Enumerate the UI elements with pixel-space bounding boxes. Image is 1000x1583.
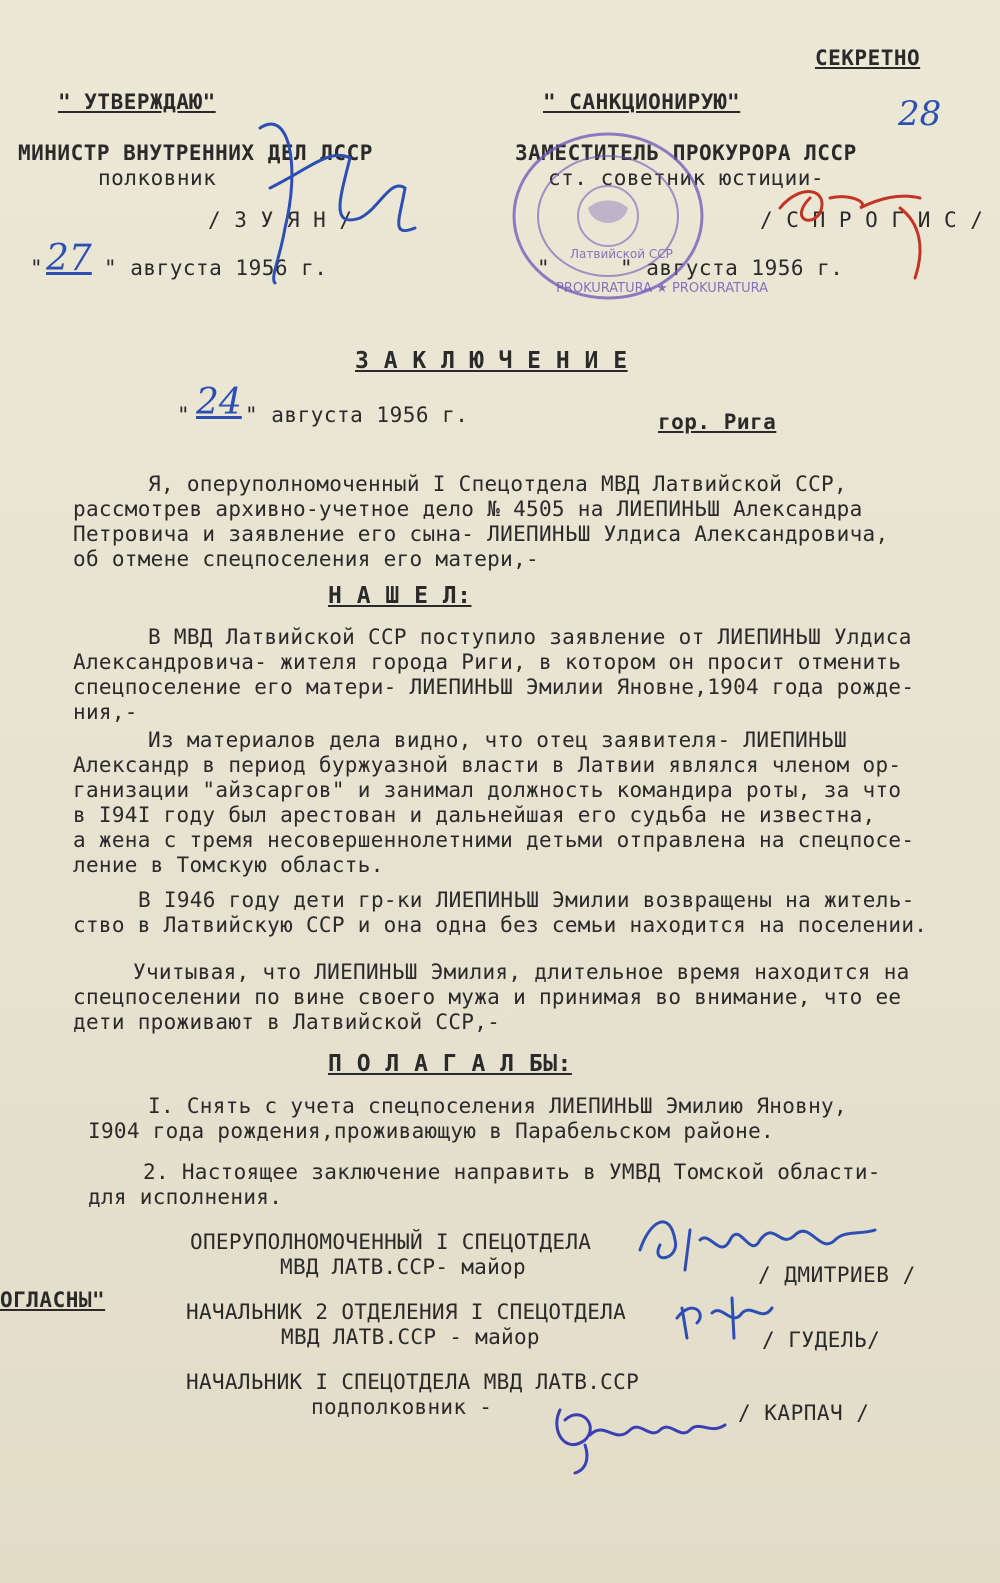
intro-line: рассмотрев архивно-учетное дело № 4505 на ЛИЕПИНЬШ Александра	[73, 497, 863, 521]
date-open-quote: "	[177, 403, 191, 427]
found-paragraph-4	[73, 960, 910, 1035]
found-line: в I94I году был арестован и дальнейшая его судьба не известна,	[73, 803, 876, 827]
sanction-position: ЗАМЕСТИТЕЛЬ ПРОКУРОРА ЛССР	[515, 141, 857, 165]
decision-heading: П О Л А Г А Л БЫ:	[328, 1051, 572, 1077]
found-paragraph-3	[73, 888, 927, 938]
signature-name-gudel: / ГУДЕЛЬ/	[762, 1328, 881, 1352]
decision-line: I. Снять с учета спецпоселения ЛИЕПИНЬШ Эмилию Яновну,	[148, 1094, 847, 1118]
stamp-outer-text: PROKURATŪRA ★ PROKURATURA	[556, 281, 768, 296]
found-line: спецпоселение его матери- ЛИЕПИНЬШ Эмилии Яновне,1904 года рожде-	[73, 675, 915, 699]
signature-rank: подполковник -	[311, 1395, 493, 1419]
approve-rank: полковник	[98, 166, 217, 190]
document-title: З А К Л Ю Ч Е Н И Е	[355, 348, 628, 374]
approve-title: " УТВЕРЖДАЮ"	[58, 90, 216, 114]
found-line: ство в Латвийскую ССР и она одна без семьи находится на поселении.	[73, 913, 928, 937]
found-line: а жена с тремя несовершеннолетними детьми отправлена на спецпосе-	[73, 828, 915, 852]
decision-line: 2. Настоящее заключение направить в УМВД Томской области-	[143, 1160, 881, 1184]
agreed-label: ОГЛАСНЫ"	[0, 1288, 106, 1312]
signature-name-dmitriev: / ДМИТРИЕВ /	[758, 1263, 916, 1287]
date-day: 24	[196, 382, 242, 423]
karpach-signature	[545, 1385, 735, 1475]
found-line: Александровича- жителя города Риги, в котором он просит отменить	[73, 650, 902, 674]
intro-line: Петровича и заявление его сына- ЛИЕПИНЬШ Улдиса Александровича,	[73, 522, 889, 546]
signature-title: НАЧАЛЬНИК I СПЕЦОТДЕЛА МВД ЛАТВ.ССР	[186, 1370, 640, 1394]
minister-signature	[230, 108, 430, 288]
found-line: Из материалов дела видно, что отец заявителя- ЛИЕПИНЬШ	[148, 728, 847, 752]
approve-position: МИНИСТР ВНУТРЕННИХ ДЕЛ ЛССР	[18, 141, 373, 165]
date-text: " августа 1956 г.	[245, 403, 469, 427]
signature-block-2	[186, 1300, 626, 1350]
found-line: В МВД Латвийской ССР поступило заявление от ЛИЕПИНЬШ Улдиса	[148, 625, 912, 649]
dmitriev-signature	[630, 1200, 890, 1280]
approve-date-day: 27	[46, 238, 92, 279]
decision-item-1	[88, 1094, 847, 1144]
found-line: дети проживают в Латвийской ССР,-	[73, 1010, 501, 1034]
found-line: спецпоселении по вине своего мужа и принимая во внимание, что ее	[73, 985, 902, 1009]
decision-line: I904 года рождения,проживающую в Парабельском районе.	[88, 1119, 774, 1143]
found-line: В I946 году дети гр-ки ЛИЕПИНЬШ Эмилии возвращены на житель-	[138, 888, 915, 912]
signature-rank: МВД ЛАТВ.ССР- майор	[280, 1255, 526, 1279]
signature-rank: МВД ЛАТВ.ССР - майор	[281, 1325, 540, 1349]
signature-block-1	[190, 1230, 591, 1280]
sanction-title: " САНКЦИОНИРУЮ"	[543, 90, 741, 114]
sanction-name: / С П Р О Г И С /	[760, 208, 984, 232]
sanction-rank: ст. советник юстиции-	[548, 166, 825, 190]
signature-title: ОПЕРУПОЛНОМОЧЕННЫЙ I СПЕЦОТДЕЛА	[190, 1230, 592, 1254]
place: гор. Рига	[658, 410, 777, 434]
gudel-signature	[672, 1288, 782, 1348]
secret-mark: СЕКРЕТНО	[815, 46, 921, 70]
stamp-inner-text: Латвийской ССР	[570, 247, 673, 261]
found-paragraph-1	[73, 625, 914, 725]
approve-date-open: "	[30, 256, 44, 280]
decision-line: для исполнения.	[88, 1185, 283, 1209]
found-line: ление в Томскую область.	[73, 853, 384, 877]
approve-name: / З У Я Н /	[208, 208, 353, 232]
intro-line: об отмене спецпоселения его матери,-	[73, 547, 539, 571]
sheet-number: 28	[898, 94, 942, 134]
found-line: ганизации "айзсаргов" и занимал должность командира роты, за что	[73, 778, 902, 802]
found-line: Учитывая, что ЛИЕПИНЬШ Эмилия, длительное время находится на	[133, 960, 910, 984]
sanction-date: " августа 1956 г.	[620, 256, 844, 280]
intro-line: Я, оперуполномоченный I Спецотдела МВД Латвийской ССР,	[148, 472, 847, 496]
signature-name-karpach: / КАРПАЧ /	[738, 1401, 870, 1425]
found-paragraph-2	[73, 728, 914, 878]
found-line: ния,-	[73, 700, 138, 724]
intro-paragraph	[73, 472, 888, 572]
signature-title: НАЧАЛЬНИК 2 ОТДЕЛЕНИЯ I СПЕЦОТДЕЛА	[186, 1300, 627, 1324]
sanction-date-open: "	[537, 256, 551, 280]
found-line: Александр в период буржуазной власти в Латвии являлся членом ор-	[73, 753, 902, 777]
found-heading: Н А Ш Е Л:	[328, 583, 472, 609]
prosecutor-signature	[770, 168, 970, 288]
approve-date: " августа 1956 г.	[104, 256, 328, 280]
